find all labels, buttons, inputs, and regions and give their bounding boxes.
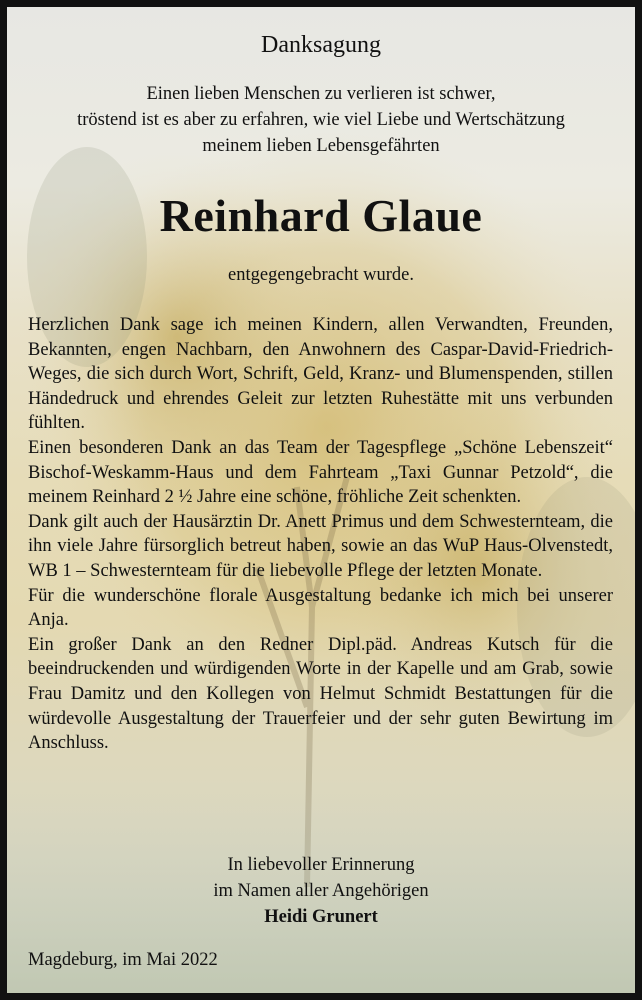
thanks-paragraph: Dank gilt auch der Hausärztin Dr. Anett Primus und dem Schwesternteam, die ihn viele Jahre fürsorglich betreut haben, sowie an das WuP Haus-Olvenstedt, WB 1 – Schwesternteam für die liebevolle Pflege der letzten Monate. (28, 511, 613, 581)
signer-name: Heidi Grunert (264, 907, 378, 927)
intro-line: Einen lieben Menschen zu verlieren ist schwer, (146, 84, 496, 104)
place-date: Magdeburg, im Mai 2022 (28, 950, 218, 970)
thanks-paragraph: Für die wunderschöne florale Ausgestaltung bedanke ich mich bei unserer Anja. (28, 585, 613, 631)
deceased-name: Reinhard Glaue (159, 190, 483, 241)
obituary-notice (7, 7, 635, 993)
thanks-paragraph: Einen besonderen Dank an das Team der Tagespflege „Schöne Lebenszeit“ Bischof-Weskamm-Haus und dem Fahrteam „Taxi Gunnar Petzold“, die meinem Reinhard 2 ½ Jahre eine schöne, fröhliche Zeit schenkten. (28, 437, 613, 508)
closing-block (7, 852, 635, 930)
thanks-body (28, 313, 613, 756)
intro-line: meinem lieben Lebensgefährten (202, 136, 440, 156)
closing-line: In liebevoller Erinnerung (227, 855, 415, 875)
thanks-paragraph: Herzlichen Dank sage ich meinen Kindern, allen Verwandten, Freunden, Bekannten, engen Nachbarn, den Anwohnern des Caspar-David-Friedrich-Weges, die sich durch Wort, Schrift, Geld, Kranz- und Blumenspenden, stillen Händedruck und ehrendes Geleit zur letzten Ruhestätte mit uns verbunden fühlten. (28, 315, 613, 434)
thanks-paragraph: Ein großer Dank an den Redner Dipl.päd. Andreas Kutsch für die beeindruckenden und würdigenden Worte in der Kapelle und am Grab, sowie Frau Damitz und den Kollegen von Helmut Schmidt Bestattungen für die würdevolle Ausgestaltung der Trauerfeier und der sehr guten Bewirtung im Anschluss. (28, 634, 613, 754)
intro-line: tröstend ist es aber zu erfahren, wie viel Liebe und Wertschätzung (77, 110, 565, 130)
closing-line: im Namen aller Angehörigen (213, 881, 429, 901)
notice-heading: Danksagung (261, 32, 381, 58)
intro-text (47, 81, 595, 159)
after-name-text: entgegengebracht wurde. (228, 265, 414, 285)
